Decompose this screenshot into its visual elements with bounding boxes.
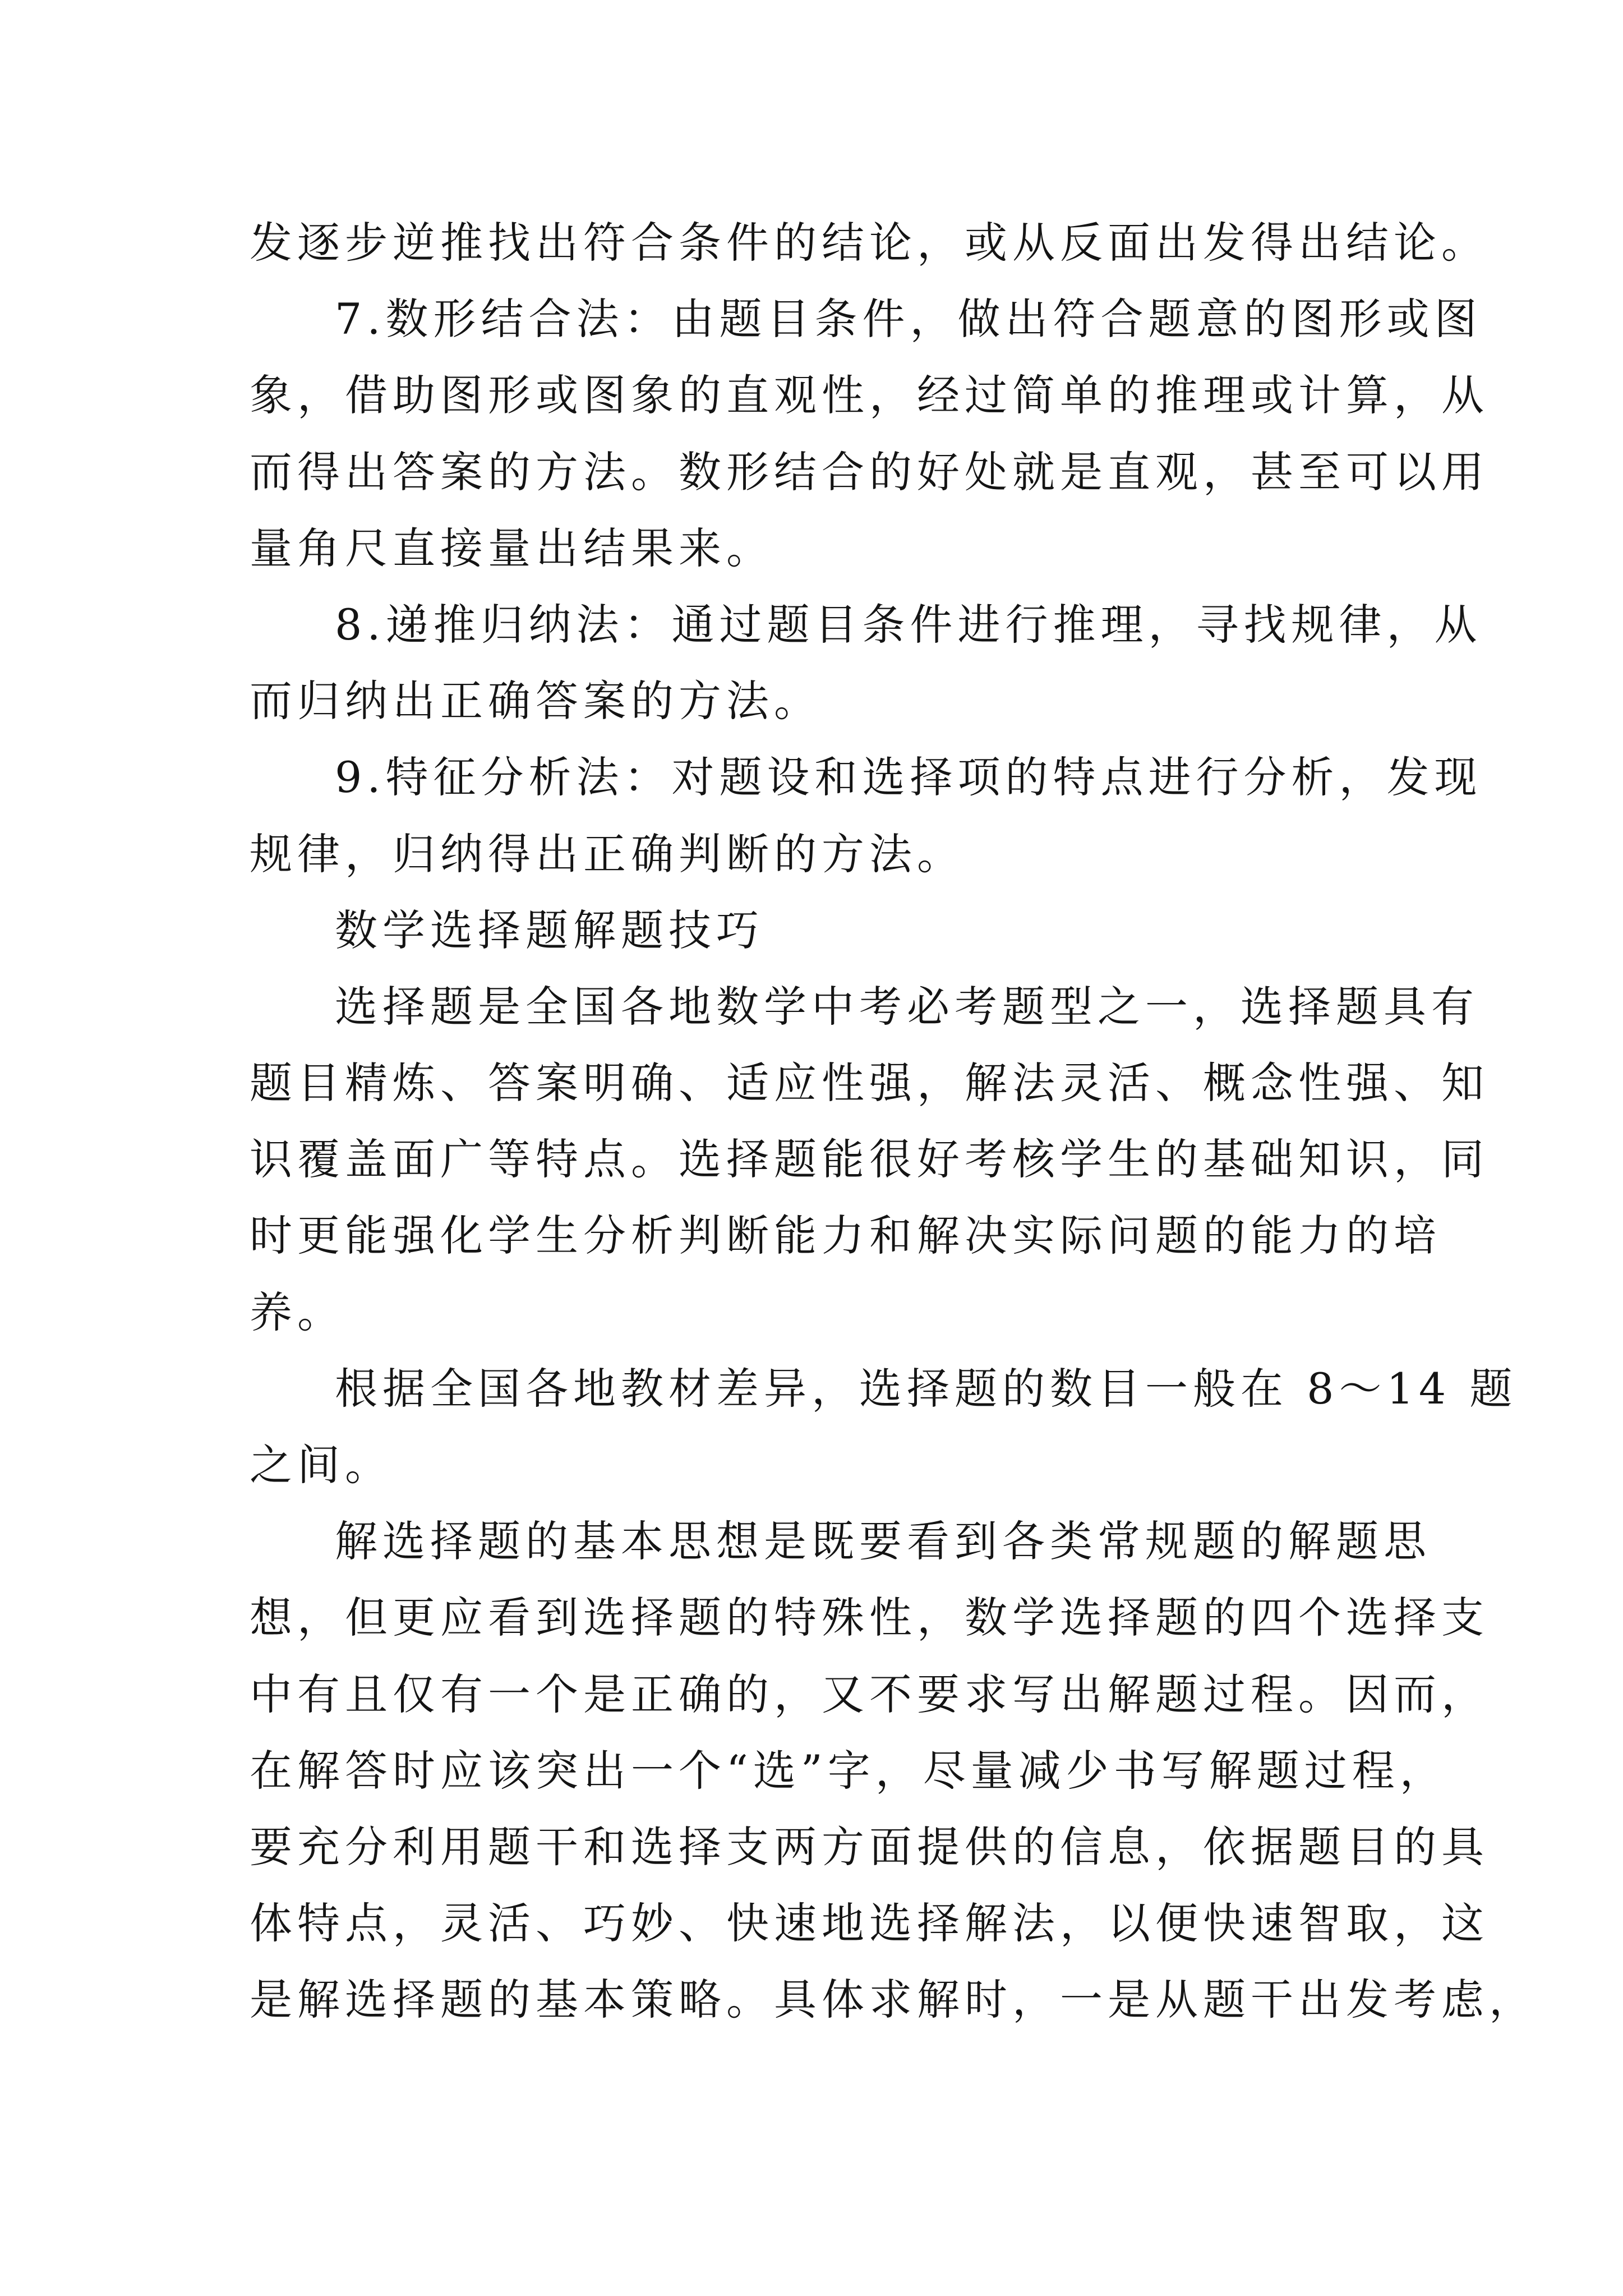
- text-line: 想，但更应看到选择题的特殊性，数学选择题的四个选择支: [250, 1593, 1489, 1643]
- text-line: 解选择题的基本思想是既要看到各类常规题的解题思: [335, 1516, 1431, 1567]
- text-line: 之间。: [250, 1440, 393, 1490]
- text-line: 题目精炼、答案明确、适应性强，解法灵活、概念性强、知: [250, 1058, 1489, 1108]
- text-line: 量角尺直接量出结果来。: [250, 523, 774, 573]
- text-line: 而得出答案的方法。数形结合的好处就是直观，甚至可以用: [250, 447, 1489, 497]
- text-line: 中有且仅有一个是正确的，又不要求写出解题过程。因而，: [250, 1669, 1489, 1719]
- section-heading: 数学选择题解题技巧: [335, 905, 764, 955]
- text-line: 是解选择题的基本策略。具体求解时，一是从题干出发考虑，: [250, 1975, 1537, 2025]
- text-line: 要充分利用题干和选择支两方面提供的信息，依据题目的具: [250, 1821, 1489, 1872]
- text-line: 9.特征分析法：对题设和选择项的特点进行分析，发现: [335, 752, 1482, 803]
- text-line: 根据全国各地教材差异，选择题的数目一般在 8～14 题: [335, 1363, 1518, 1414]
- text-line: 规律，归纳得出正确判断的方法。: [250, 829, 965, 879]
- text-line: 而归纳出正确答案的方法。: [250, 676, 822, 726]
- text-line: 发逐步逆推找出符合条件的结论，或从反面出发得出结论。: [250, 218, 1489, 268]
- text-line: 识覆盖面广等特点。选择题能很好考核学生的基础知识，同: [250, 1134, 1489, 1185]
- body-text: [250, 205, 1537, 2039]
- text-line: 象，借助图形或图象的直观性，经过简单的推理或计算，从: [250, 370, 1489, 421]
- text-line: 7.数形结合法：由题目条件，做出符合题意的图形或图: [335, 294, 1482, 344]
- text-line: 体特点，灵活、巧妙、快速地选择解法，以便快速智取，这: [250, 1898, 1489, 1949]
- text-line: 选择题是全国各地数学中考必考题型之一，选择题具有: [335, 981, 1479, 1032]
- text-line: 养。: [250, 1287, 345, 1337]
- text-line: 8.递推归纳法：通过题目条件进行推理，寻找规律，从: [335, 599, 1482, 650]
- text-line: 在解答时应该突出一个“选”字，尽量减少书写解题过程，: [250, 1745, 1447, 1796]
- text-line: 时更能强化学生分析判断能力和解决实际问题的能力的培: [250, 1211, 1441, 1261]
